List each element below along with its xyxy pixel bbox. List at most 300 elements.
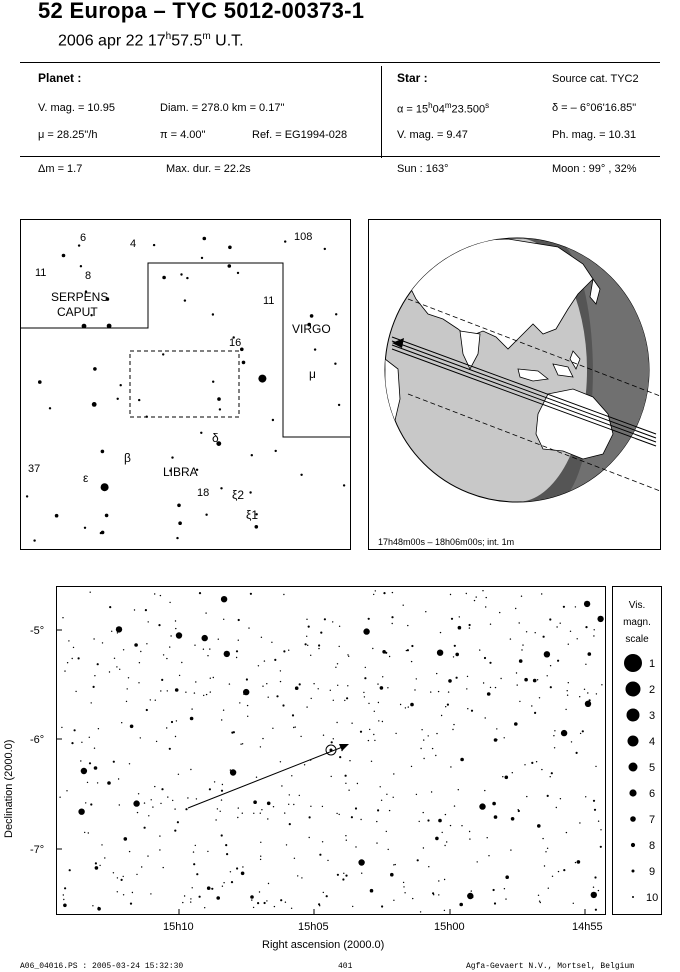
star-dot xyxy=(591,892,597,898)
star-dot xyxy=(505,776,509,780)
star-dot xyxy=(376,821,377,822)
star-dot xyxy=(123,649,124,650)
star-dot xyxy=(184,299,186,301)
star-dot xyxy=(78,657,80,659)
star-dot xyxy=(238,619,240,621)
star-dot xyxy=(266,900,267,901)
star-dot xyxy=(548,888,549,889)
legend-dot-1 xyxy=(624,654,642,672)
star-dot xyxy=(169,748,171,750)
star-dot xyxy=(560,798,561,799)
star-dot xyxy=(26,495,28,497)
star-dot xyxy=(94,766,98,770)
star-dot xyxy=(195,681,196,682)
star-dot xyxy=(510,638,511,639)
star-dot xyxy=(345,875,347,877)
star-dot xyxy=(90,803,92,805)
star-dot xyxy=(579,696,580,697)
star-dot xyxy=(594,629,595,630)
star-dot xyxy=(231,732,233,734)
star-dot xyxy=(113,872,114,873)
star-dot xyxy=(323,735,324,736)
star-dot xyxy=(144,802,145,803)
star-dot xyxy=(558,871,559,872)
star-dot xyxy=(253,800,257,804)
star-dot xyxy=(452,729,453,730)
star-dot xyxy=(376,842,377,843)
star-dot xyxy=(118,778,119,779)
y-tick-label: -7° xyxy=(30,844,45,856)
star-dot xyxy=(490,624,491,625)
star-dot xyxy=(600,846,602,848)
star-dot xyxy=(176,720,177,721)
star-dot xyxy=(184,895,185,896)
legend-dot-7 xyxy=(630,816,636,822)
star-dot xyxy=(454,805,455,806)
star-dot xyxy=(585,796,586,797)
star-dot xyxy=(260,813,261,814)
star-dot xyxy=(444,845,445,846)
star-dot xyxy=(343,873,344,874)
star-dot xyxy=(567,690,568,691)
star-dot xyxy=(148,621,149,622)
star-dot xyxy=(251,454,253,456)
star-dot xyxy=(289,823,291,825)
star-dot xyxy=(221,790,223,792)
star-field-chart xyxy=(0,580,680,955)
star-dot xyxy=(326,895,328,897)
star-dot xyxy=(345,835,346,836)
star-dot xyxy=(335,313,337,315)
star-dot xyxy=(200,432,202,434)
star-dot xyxy=(190,717,194,721)
star-dot xyxy=(301,877,302,878)
star-dot xyxy=(295,726,296,727)
legend-dot-8 xyxy=(631,843,635,847)
star-dot xyxy=(488,855,489,856)
star-dot xyxy=(568,644,569,645)
star-dot xyxy=(268,697,269,698)
star-dot xyxy=(322,841,323,842)
star-dot xyxy=(140,737,141,738)
star-dot xyxy=(185,808,187,810)
star-dot xyxy=(538,895,539,896)
star-dot xyxy=(364,677,366,679)
legend-dot-10 xyxy=(632,896,634,898)
star-dot xyxy=(284,812,285,813)
star-dot xyxy=(517,684,518,685)
star-dot xyxy=(38,380,42,384)
star-dot xyxy=(291,908,292,909)
legend-value: 1 xyxy=(649,658,656,670)
star-dot xyxy=(447,704,449,706)
star-dot xyxy=(261,637,262,638)
star-dot xyxy=(247,705,248,706)
star-dot xyxy=(451,618,453,620)
star-dot xyxy=(300,474,302,476)
star-dot xyxy=(428,866,429,867)
star-dot xyxy=(93,367,97,371)
legend-dot-3 xyxy=(627,709,640,722)
star-dot xyxy=(218,639,219,640)
star-dot xyxy=(522,644,523,645)
star-dot xyxy=(521,649,522,650)
star-dot xyxy=(130,903,132,905)
star-dot xyxy=(155,700,156,701)
star-dot xyxy=(280,899,282,901)
star-dot xyxy=(138,399,140,401)
star-dot xyxy=(531,705,532,706)
star-dot xyxy=(466,688,467,689)
star-dot xyxy=(595,909,597,911)
star-dot xyxy=(289,794,290,795)
star-dot xyxy=(568,682,569,683)
x-axis-label: Right ascension (2000.0) xyxy=(262,939,385,951)
star-dot xyxy=(519,701,520,702)
star-dot xyxy=(466,593,467,594)
star-dot xyxy=(474,600,475,601)
event-datetime: 2006 apr 22 17$^h$57.5$^m$ U.T. xyxy=(58,31,244,50)
star-dot xyxy=(579,822,580,823)
star-dot xyxy=(280,681,281,682)
star-dot xyxy=(355,807,357,809)
star-dot xyxy=(365,667,366,668)
star-dot xyxy=(324,618,326,620)
star-dot xyxy=(385,652,387,654)
star-dot xyxy=(64,670,65,671)
star-dot xyxy=(448,679,452,683)
star-dot xyxy=(499,612,500,613)
star-dot xyxy=(438,819,442,823)
star-dot xyxy=(435,837,439,841)
footer-publisher: Agfa-Gevaert N.V., Mortsel, Belgium xyxy=(466,962,635,971)
star-dot xyxy=(482,590,483,591)
star-dot xyxy=(598,821,599,822)
star-dot xyxy=(249,491,251,493)
star-dot xyxy=(550,776,551,777)
star-dot xyxy=(68,640,69,641)
magnitude-legend xyxy=(612,586,662,915)
star-dot xyxy=(458,626,462,630)
star-dot xyxy=(212,313,214,315)
star-dot xyxy=(116,626,122,632)
star-dot xyxy=(467,708,468,709)
star-dot xyxy=(512,772,513,773)
star-dot xyxy=(90,592,91,593)
star-dot xyxy=(236,650,238,652)
star-dot xyxy=(91,702,92,703)
star-dot xyxy=(588,652,592,656)
star-dot xyxy=(320,632,322,634)
star-dot xyxy=(596,693,597,694)
star-label: 108 xyxy=(294,231,313,243)
star-dot xyxy=(494,902,496,904)
star-dot xyxy=(448,691,449,692)
star-dot xyxy=(582,730,584,732)
x-tick-label: 15h05 xyxy=(298,921,329,933)
star-dot xyxy=(282,704,284,706)
star-dot xyxy=(67,662,68,663)
star-dot xyxy=(272,728,273,729)
star-dot xyxy=(386,831,387,832)
star-dot xyxy=(167,796,168,797)
star-dot xyxy=(436,733,437,734)
star-dot xyxy=(479,803,485,809)
star-dot xyxy=(585,701,591,707)
star-dot xyxy=(585,626,587,628)
star-dot xyxy=(469,624,471,626)
star-dot xyxy=(484,657,486,659)
star-dot xyxy=(593,800,595,802)
star-dot xyxy=(600,829,601,830)
star-label: δ xyxy=(212,431,219,445)
star-dot xyxy=(342,878,344,880)
star-dot xyxy=(102,642,103,643)
star-dot xyxy=(66,790,67,791)
star-dot xyxy=(563,869,565,871)
star-dot xyxy=(511,817,515,821)
star-dot xyxy=(221,719,222,720)
star-dot xyxy=(169,646,170,647)
star-dot xyxy=(196,798,197,799)
star-right-ascension: $\alpha = 15^h04^m23.500^s$ xyxy=(397,101,490,116)
star-dot xyxy=(339,626,340,627)
star-dot xyxy=(222,784,223,785)
star-dot xyxy=(211,888,213,890)
star-dot xyxy=(450,594,451,595)
star-dot xyxy=(230,871,231,872)
star-dot xyxy=(338,404,340,406)
star-dot xyxy=(73,647,74,648)
star-dot xyxy=(194,645,195,646)
star-dot xyxy=(205,514,207,516)
star-dot xyxy=(154,786,155,787)
star-dot xyxy=(420,748,421,749)
star-heading: Star : xyxy=(397,71,428,85)
star-dot xyxy=(94,675,95,676)
star-dot xyxy=(134,643,138,647)
star-dot xyxy=(98,728,99,729)
star-dot xyxy=(537,824,541,828)
star-dot xyxy=(496,728,497,729)
star-dot xyxy=(293,727,294,728)
star-dot xyxy=(299,795,300,796)
star-dot xyxy=(577,638,578,639)
star-dot xyxy=(467,893,473,899)
star-dot xyxy=(119,669,120,670)
star-dot xyxy=(213,677,214,678)
star-dot xyxy=(431,791,432,792)
star-dot xyxy=(469,838,470,839)
star-dot xyxy=(169,602,170,603)
star-dot xyxy=(159,849,160,850)
star-dot xyxy=(275,450,277,452)
star-dot xyxy=(99,865,100,866)
star-dot xyxy=(72,658,73,659)
star-dot xyxy=(217,808,218,809)
legend-value: 5 xyxy=(649,762,656,774)
star-dot xyxy=(570,631,571,632)
star-dot xyxy=(195,845,196,846)
star-dot xyxy=(145,609,147,611)
star-dot xyxy=(203,695,204,696)
star-dot xyxy=(337,663,338,664)
star-dot xyxy=(258,375,266,383)
star-dot xyxy=(355,846,356,847)
star-dot xyxy=(174,808,175,809)
star-dot xyxy=(55,514,59,518)
star-dot xyxy=(253,907,254,908)
star-dot xyxy=(276,695,278,697)
star-dot xyxy=(337,685,338,686)
star-dot xyxy=(552,876,553,877)
star-dot xyxy=(144,827,146,829)
divider-top xyxy=(20,62,660,63)
star-dot xyxy=(262,738,263,739)
finder-chart xyxy=(20,219,351,550)
star-label: μ xyxy=(309,367,316,381)
star-dot xyxy=(209,648,210,649)
star-dot xyxy=(363,628,369,634)
star-dot xyxy=(97,782,98,783)
star-dot xyxy=(61,727,62,728)
star-dot xyxy=(363,692,364,693)
star-dot xyxy=(550,686,552,688)
star-dot xyxy=(171,456,173,458)
star-dot xyxy=(128,677,129,678)
star-dot xyxy=(535,632,536,633)
legend-title: scale xyxy=(625,634,649,645)
star-dot xyxy=(318,903,320,905)
star-dot xyxy=(89,762,91,764)
legend-dot-9 xyxy=(632,870,635,873)
star-dot xyxy=(560,623,561,624)
star-dot xyxy=(547,675,548,676)
star-dot xyxy=(395,733,396,734)
star-dot xyxy=(404,892,405,893)
x-tick-label: 15h10 xyxy=(163,921,194,933)
star-dot xyxy=(515,608,516,609)
star-dot xyxy=(101,450,105,454)
star-dot xyxy=(113,761,115,763)
star-dot xyxy=(177,821,179,823)
star-dot xyxy=(554,747,555,748)
star-dot xyxy=(243,694,244,695)
star-dot xyxy=(322,806,323,807)
star-dot xyxy=(84,527,86,529)
star-dot xyxy=(556,626,557,627)
star-dot xyxy=(219,408,221,410)
star-dot xyxy=(505,875,509,879)
star-dot xyxy=(351,723,352,724)
star-dot xyxy=(239,702,240,703)
star-dot xyxy=(310,806,311,807)
star-dot xyxy=(587,692,588,693)
planet-motion: μ = 28.25"/h xyxy=(38,129,98,141)
star-dot xyxy=(388,849,389,850)
star-dot xyxy=(518,810,520,812)
star-dot xyxy=(85,802,86,803)
star-dot xyxy=(300,736,301,737)
star-label: 18 xyxy=(197,487,210,499)
star-dot xyxy=(575,606,576,607)
star-dot xyxy=(304,764,305,765)
star-dot xyxy=(307,645,308,646)
star-dot xyxy=(256,777,257,778)
star-dot xyxy=(242,813,243,814)
star-dot xyxy=(485,606,486,607)
star-dot xyxy=(545,851,546,852)
star-dot xyxy=(101,844,102,845)
star-dot xyxy=(306,636,307,637)
star-dot xyxy=(260,859,261,860)
star-dot xyxy=(381,905,383,907)
star-dot xyxy=(406,650,407,651)
y-tick-label: -6° xyxy=(30,734,45,746)
star-dot xyxy=(242,361,246,365)
star-dot xyxy=(526,631,527,632)
legend-dot-4 xyxy=(628,736,639,747)
star-dot xyxy=(487,692,491,696)
star-dot xyxy=(107,324,112,329)
star-dot xyxy=(339,814,340,815)
star-dot xyxy=(166,727,167,728)
y-tick-label: -5° xyxy=(30,625,45,637)
star-dot xyxy=(121,722,122,723)
star-dot xyxy=(241,872,245,876)
star-dot xyxy=(382,676,383,677)
star-dot xyxy=(428,735,429,736)
star-dot xyxy=(490,687,491,688)
star-dot xyxy=(549,618,551,620)
star-dot xyxy=(217,397,221,401)
star-dot xyxy=(547,795,549,797)
star-dot xyxy=(567,695,568,696)
star-dot xyxy=(339,756,341,758)
star-dot xyxy=(369,729,370,730)
star-dot xyxy=(389,656,390,657)
globe-caption: 17h48m00s – 18h06m00s; int. 1m xyxy=(378,537,515,547)
star-dot xyxy=(500,678,501,679)
star-dot xyxy=(111,631,112,632)
star-dot xyxy=(117,877,118,878)
y-axis-label: Declination (2000.0) xyxy=(3,739,15,838)
star-dot xyxy=(589,699,591,701)
moon-info: Moon : 99° , 32% xyxy=(552,163,637,175)
star-dot xyxy=(368,618,370,620)
star-label: 4 xyxy=(130,238,137,250)
star-label: ξ2 xyxy=(232,488,245,502)
star-dot xyxy=(542,838,543,839)
star-label: 16 xyxy=(229,337,242,349)
star-dot xyxy=(178,521,182,525)
star-dot xyxy=(284,240,286,242)
star-dot xyxy=(441,715,442,716)
star-dot xyxy=(469,831,470,832)
star-dot xyxy=(260,746,261,747)
star-dot xyxy=(181,662,182,663)
legend-dot-6 xyxy=(629,789,636,796)
star-dot xyxy=(268,883,269,884)
star-dot xyxy=(521,596,522,597)
star-dot xyxy=(524,678,528,682)
divider-mid xyxy=(20,156,660,157)
star-dot xyxy=(594,876,596,878)
star-dot xyxy=(333,700,334,701)
star-dot xyxy=(436,673,437,674)
star-dot xyxy=(580,733,581,734)
star-dot xyxy=(411,645,413,647)
